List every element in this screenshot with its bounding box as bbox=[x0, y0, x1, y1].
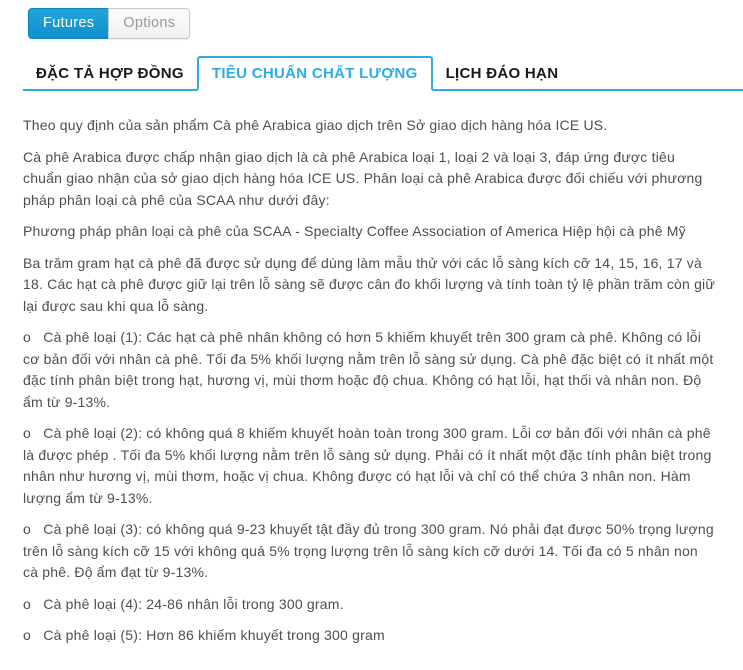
grade-4-paragraph: o Cà phê loại (4): 24-86 nhân lỗi trong 300 gram. bbox=[23, 595, 344, 612]
acceptance-paragraph: Cà phê Arabica được chấp nhận giao dịch là cà phê Arabica loại 1, loại 2 và loại 3, đáp ứng được tiêu chuẩn giao nhận của sở giao dịch hàng hóa ICE US. Phân loại cà phê Arabica được đối chiếu với phương pháp phân loại cà phê của SCAA như dưới đây: bbox=[23, 148, 707, 208]
tab-contract-specs[interactable]: ĐẶC TẢ HỢP ĐỒNG bbox=[36, 65, 184, 82]
tab-quality-standards[interactable]: TIÊU CHUẨN CHẤT LƯỢNG bbox=[197, 56, 433, 91]
grade-2-paragraph: o Cà phê loại (2): có không quá 8 khiếm khuyết hoàn toàn trong 300 gram. Lỗi cơ bản đối với nhân cà phê là được phép . Tối đa 5% khối lượng nằm trên lỗ sàng sử dụng. Phải có ít nhất một đặc tính phân biệt trong nhân như hương vị, mùi thơm, hoặc vị chua. Không được có hạt lỗi và chỉ có thể chứa 3 nhân non. Hàm lượng ẩm từ 9-13%. bbox=[23, 425, 716, 506]
quality-standards-content bbox=[23, 91, 720, 657]
tab-bar bbox=[23, 56, 743, 91]
grade-5-paragraph: o Cà phê loại (5): Hơn 86 khiếm khuyết trong 300 gram bbox=[23, 627, 385, 643]
futures-button[interactable]: Futures bbox=[28, 8, 108, 39]
tab-expiration-schedule[interactable]: LỊCH ĐÁO HẠN bbox=[445, 65, 559, 82]
scaa-method-paragraph: Phương pháp phân loại cà phê của SCAA - Specialty Coffee Association of America Hiệp hội cà phê Mỹ bbox=[23, 223, 686, 239]
intro-paragraph: Theo quy định của sản phẩm Cà phê Arabica giao dịch trên Sở giao dịch hàng hóa ICE US. bbox=[23, 117, 608, 133]
grade-1-paragraph: o Cà phê loại (1): Các hạt cà phê nhân không có hơn 5 khiếm khuyết trên 300 gram cà phê. Không có lỗi cơ bản đối với nhân cà phê. Tối đa 5% khối lượng nằm trên lỗ sàng sử dụng. Cà phê đặc biệt có ít nhất một đặc tính phân biệt trong hạt, hương vị, mùi thơm hoặc độ chua. Không có hạt lỗi, hạt thối và nhân non. Độ ẩm từ 9-13%. bbox=[23, 329, 718, 410]
sample-paragraph: Ba trăm gram hạt cà phê đã được sử dụng để dùng làm mẫu thử với các lỗ sàng kích cỡ 14, 15, 16, 17 và 18. Các hạt cà phê được giữ lại trên lỗ sàng sẽ được cân đo khối lượng và tính toàn tỷ lệ phần trăm còn giữ lại được sau khi qua lỗ sàng. bbox=[23, 254, 720, 314]
grade-3-paragraph: o Cà phê loại (3): có không quá 9-23 khuyết tật đầy đủ trong 300 gram. Nó phải đạt được 50% trọng lượng trên lỗ sàng kích cỡ 15 với không quá 5% trọng lượng trên lỗ sàng kích cỡ dưới 14. Tối đa có 5 nhân non cà phê. Độ ẩm đạt từ 9-13%. bbox=[23, 521, 718, 580]
market-type-toggle bbox=[28, 8, 190, 39]
options-button[interactable]: Options bbox=[108, 8, 190, 39]
